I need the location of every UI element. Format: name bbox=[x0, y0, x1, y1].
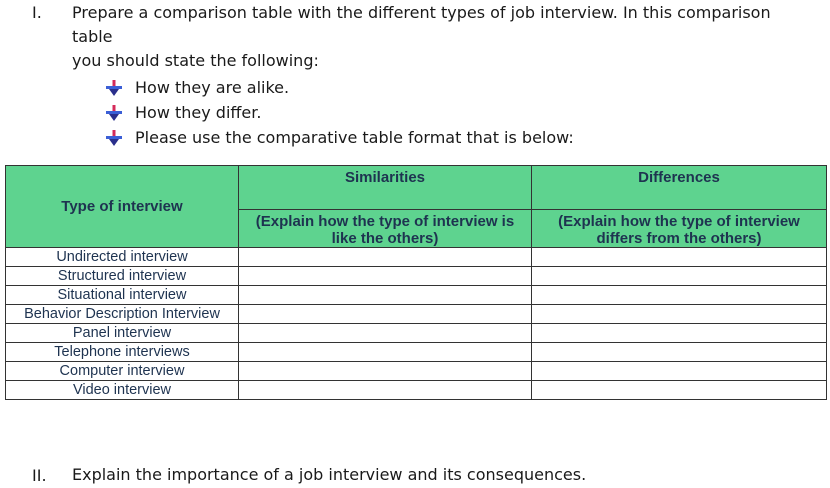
table-row bbox=[6, 267, 827, 286]
arrow-down-bullet-icon bbox=[105, 129, 123, 147]
interview-type-cell: Telephone interviews bbox=[6, 343, 239, 362]
interview-type-cell: Computer interview bbox=[6, 362, 239, 381]
section-1-line-1: Prepare a comparison table with the different types of job interview. In this comparison table bbox=[72, 3, 771, 46]
differences-cell[interactable] bbox=[532, 286, 827, 305]
similarities-cell[interactable] bbox=[239, 324, 532, 343]
interview-type-cell: Undirected interview bbox=[6, 248, 239, 267]
table-row bbox=[6, 362, 827, 381]
similarities-cell[interactable] bbox=[239, 286, 532, 305]
header-differences-note bbox=[532, 210, 827, 248]
similarities-cell[interactable] bbox=[239, 305, 532, 324]
differences-note-line-1: (Explain how the type of interview bbox=[558, 213, 800, 230]
interview-type-cell: Video interview bbox=[6, 381, 239, 400]
table-row bbox=[6, 381, 827, 400]
differences-cell[interactable] bbox=[532, 381, 827, 400]
table-row bbox=[6, 343, 827, 362]
table-row bbox=[6, 324, 827, 343]
header-type-of-interview: Type of interview bbox=[6, 166, 239, 248]
bullet-text: Please use the comparative table format that is below: bbox=[135, 128, 574, 147]
differences-cell[interactable] bbox=[532, 343, 827, 362]
similarities-cell[interactable] bbox=[239, 362, 532, 381]
section-2-numeral: II. bbox=[32, 466, 47, 485]
interview-type-cell: Situational interview bbox=[6, 286, 239, 305]
bullet-text: How they are alike. bbox=[135, 78, 290, 97]
interview-type-cell: Structured interview bbox=[6, 267, 239, 286]
header-differences: Differences bbox=[532, 166, 827, 210]
similarities-cell[interactable] bbox=[239, 248, 532, 267]
section-1-text bbox=[72, 1, 812, 73]
arrow-down-bullet-icon bbox=[105, 79, 123, 97]
similarities-cell[interactable] bbox=[239, 343, 532, 362]
differences-cell[interactable] bbox=[532, 324, 827, 343]
section-1-line-2: you should state the following: bbox=[72, 51, 319, 70]
similarities-cell[interactable] bbox=[239, 267, 532, 286]
header-similarities: Similarities bbox=[239, 166, 532, 210]
bullet-list bbox=[105, 75, 574, 150]
section-2-text: Explain the importance of a job interview and its consequences. bbox=[72, 465, 587, 484]
similarities-note-line-1: (Explain how the type of interview is bbox=[255, 213, 515, 230]
bullet-item bbox=[105, 100, 574, 125]
interview-type-cell: Panel interview bbox=[6, 324, 239, 343]
differences-cell[interactable] bbox=[532, 248, 827, 267]
differences-note-line-2: differs from the others) bbox=[596, 230, 762, 247]
comparison-table bbox=[5, 165, 827, 400]
section-1-numeral: I. bbox=[32, 3, 42, 22]
bullet-item bbox=[105, 75, 574, 100]
arrow-down-bullet-icon bbox=[105, 104, 123, 122]
differences-cell[interactable] bbox=[532, 267, 827, 286]
bullet-text: How they differ. bbox=[135, 103, 262, 122]
similarities-cell[interactable] bbox=[239, 381, 532, 400]
header-similarities-note bbox=[239, 210, 532, 248]
differences-cell[interactable] bbox=[532, 362, 827, 381]
table-row bbox=[6, 305, 827, 324]
bullet-item bbox=[105, 125, 574, 150]
interview-type-cell: Behavior Description Interview bbox=[6, 305, 239, 324]
table-row bbox=[6, 286, 827, 305]
similarities-note-line-2: like the others) bbox=[331, 230, 439, 247]
differences-cell[interactable] bbox=[532, 305, 827, 324]
table-row bbox=[6, 248, 827, 267]
